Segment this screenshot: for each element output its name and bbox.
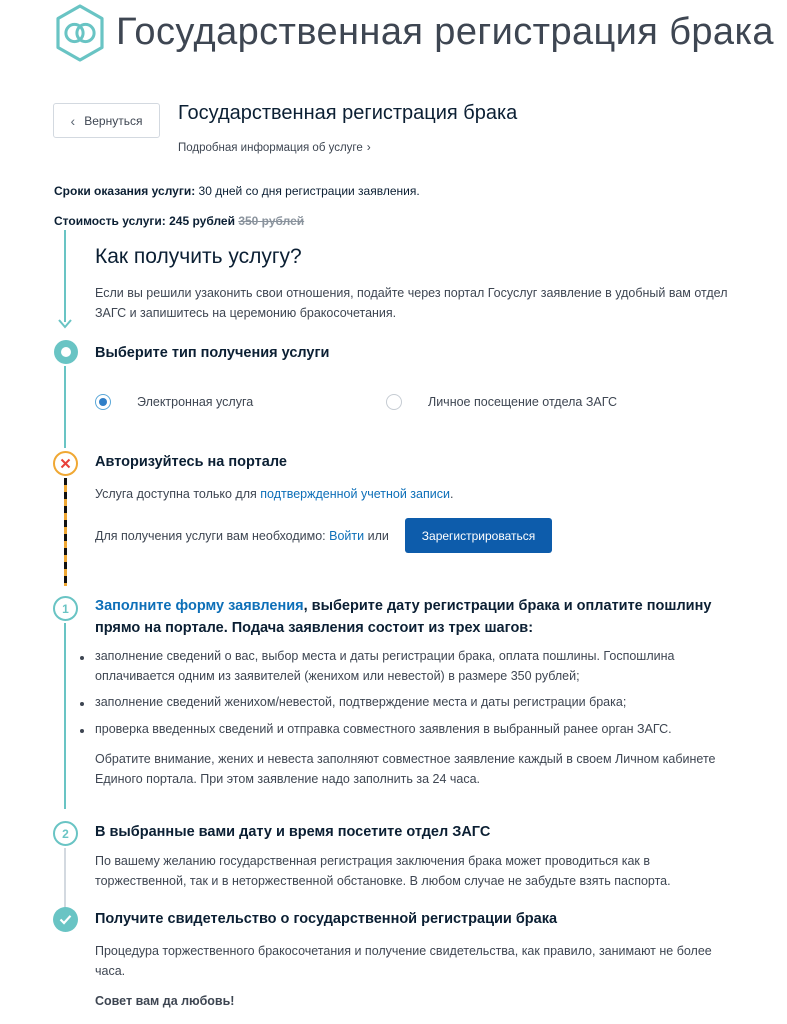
step-error-marker: [53, 451, 78, 476]
step-1-title-rest: , выберите дату регистрации брака и оплатите пошлину: [303, 598, 712, 614]
step-1-bullet-3: проверка введенных сведений и отправка совместного заявления в выбранный ранее орган ЗАГС.: [95, 722, 672, 736]
auth-or-text: или: [364, 529, 389, 543]
verified-account-link[interactable]: подтвержденной учетной записи: [260, 487, 450, 501]
login-link[interactable]: Войти: [329, 529, 365, 543]
step-2-text-line2: торжественной, так и в неторжественной обстановке. В любом случае не забудьте взять паспорта.: [95, 874, 671, 888]
timeline-line-pending: [64, 848, 66, 908]
cost-old: 350 рублей: [238, 214, 305, 228]
service-cost: [54, 214, 304, 228]
timeline-line: [64, 230, 66, 322]
note-line1: Обратите внимание, жених и невеста заполняют совместное заявление каждый в своем Личном кабинете: [95, 752, 716, 766]
timeline-line-blocked: [64, 478, 67, 586]
back-button-label: Вернуться: [84, 113, 143, 128]
step-1-note: [95, 749, 755, 789]
note-line2: Единого портала. При этом заявление надо заполнить за 24 часа.: [95, 772, 481, 786]
step-3-title: Получите свидетельство о государственной регистрации брака: [95, 911, 558, 927]
bullet-dot: [80, 702, 84, 706]
bullet-1-line1: заполнение сведений о вас, выбор места и даты регистрации брака, оплата пошлины. Госпошлина: [95, 649, 675, 663]
step-active-marker: [54, 340, 78, 364]
step-3-text-line1: Процедура торжественного бракосочетания и получение свидетельства, как правило, занимают не более: [95, 944, 712, 958]
rings-icon: [54, 4, 106, 62]
check-icon: [59, 914, 72, 925]
step-type-title: Выберите тип получения услуги: [95, 345, 330, 361]
timeline-line: [64, 366, 66, 448]
chevron-left-icon: ‹: [70, 112, 76, 129]
radio-electronic-label[interactable]: Электронная услуга: [137, 395, 254, 409]
step-2-marker: [53, 821, 78, 846]
how-intro: Если вы решили узаконить свои отношения, подайте через портал Госуслуг заявление в удобный вам отдел ЗАГС и запишитесь на церемонию бракосочетания.: [95, 286, 728, 320]
radio-electronic[interactable]: [95, 394, 111, 410]
chevron-right-icon: ›: [366, 140, 371, 154]
timeline-line: [64, 623, 66, 809]
terms-label: Сроки оказания услуги:: [54, 184, 196, 198]
bullet-1-line2: оплачивается одним из заявителей (женихом или невестой) в размере 350 рублей;: [95, 669, 580, 683]
application-form-link[interactable]: Заполните форму заявления: [95, 598, 304, 614]
app-title: Государственная регистрация брака: [116, 11, 774, 53]
auth-requirement: [95, 484, 755, 504]
step-2-text-line1: По вашему желанию государственная регистрация заключения брака может проводиться как в: [95, 854, 650, 868]
arrow-down-icon: [58, 318, 72, 330]
auth-need-text: Для получения услуги вам необходимо:: [95, 529, 330, 543]
step-1-bullet-2: заполнение сведений женихом/невестой, подтверждение места и даты регистрации брака;: [95, 695, 627, 709]
how-title: Как получить услугу?: [95, 245, 302, 268]
auth-requirement-text: Услуга доступна только для: [95, 487, 261, 501]
step-1-marker: [53, 596, 78, 621]
step-2-text: [95, 851, 755, 891]
cost-label: Стоимость услуги: 245 рублей: [54, 214, 235, 228]
close-icon: [60, 458, 71, 469]
step-3-text: [95, 941, 755, 981]
closing-text: Совет вам да любовь!: [95, 994, 235, 1008]
bullet-dot: [80, 729, 84, 733]
radio-personal-visit[interactable]: [386, 394, 402, 410]
step-2-title: В выбранные вами дату и время посетите отдел ЗАГС: [95, 824, 491, 840]
step-1-title: [95, 595, 775, 639]
register-button[interactable]: Зарегистрироваться: [405, 518, 552, 553]
radio-personal-visit-label[interactable]: Личное посещение отдела ЗАГС: [428, 395, 617, 409]
details-link-label: Подробная информация об услуге: [178, 142, 363, 154]
page-title: Государственная регистрация брака: [178, 102, 518, 124]
step-done-marker: [53, 907, 78, 932]
step-2-number: 2: [62, 826, 69, 841]
step-auth-title: Авторизуйтесь на портале: [95, 454, 287, 470]
auth-requirement-end: .: [449, 487, 454, 501]
details-link[interactable]: [178, 140, 371, 155]
step-1-bullet-1: [95, 646, 755, 686]
service-terms: [54, 184, 420, 198]
back-button[interactable]: [53, 103, 160, 138]
step-1-title-line2: прямо на портале. Подача заявления состоит из трех шагов:: [95, 620, 534, 636]
step-1-number: 1: [62, 601, 69, 616]
step-3-text-line2: часа.: [95, 964, 126, 978]
terms-value: 30 дней со дня регистрации заявления.: [198, 184, 420, 198]
bullet-dot: [80, 656, 84, 660]
